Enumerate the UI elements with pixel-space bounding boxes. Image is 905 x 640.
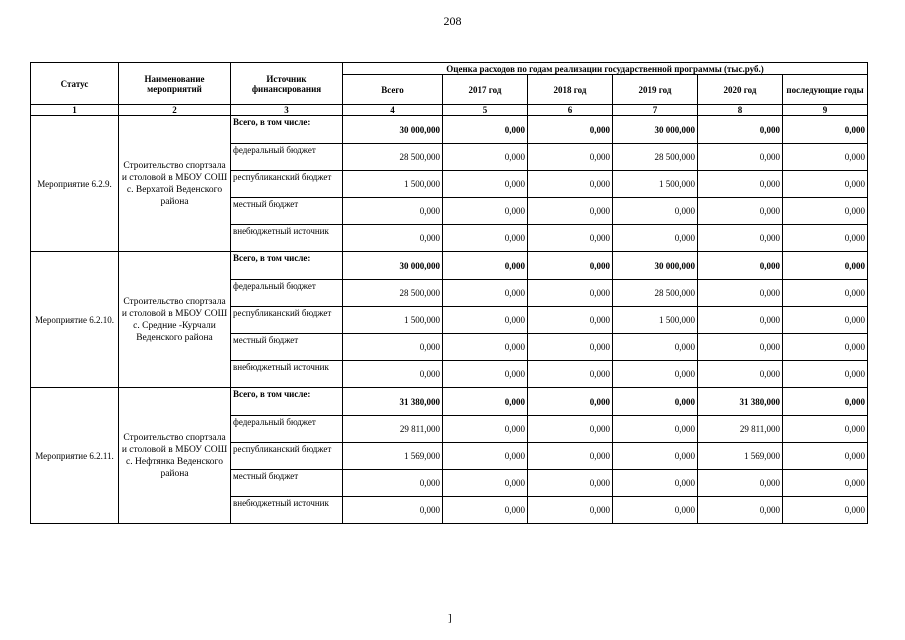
amount-cell: 31 380,000	[343, 388, 443, 416]
funding-source: республиканский бюджет	[231, 443, 343, 470]
funding-source: федеральный бюджет	[231, 416, 343, 443]
amount-cell: 0,000	[698, 307, 783, 334]
amount-cell: 0,000	[343, 470, 443, 497]
amount-cell: 1 569,000	[343, 443, 443, 470]
amount-cell: 0,000	[443, 388, 528, 416]
amount-cell: 0,000	[343, 198, 443, 225]
funding-source: внебюджетный источник	[231, 361, 343, 388]
amount-cell: 0,000	[783, 497, 868, 524]
amount-cell: 0,000	[443, 171, 528, 198]
amount-cell: 0,000	[443, 198, 528, 225]
amount-cell: 0,000	[528, 280, 613, 307]
amount-cell: 30 000,000	[343, 116, 443, 144]
amount-cell: 29 811,000	[343, 416, 443, 443]
table-row	[31, 252, 868, 280]
amount-cell: 28 500,000	[613, 280, 698, 307]
amount-cell: 0,000	[698, 334, 783, 361]
amount-cell: 0,000	[528, 144, 613, 171]
header-year-2017: 2017 год	[443, 75, 528, 105]
amount-cell: 0,000	[698, 497, 783, 524]
amount-cell: 0,000	[343, 334, 443, 361]
amount-cell: 0,000	[343, 361, 443, 388]
amount-cell: 1 500,000	[343, 171, 443, 198]
amount-cell: 0,000	[528, 252, 613, 280]
column-number: 5	[443, 105, 528, 116]
amount-cell: 28 500,000	[343, 144, 443, 171]
funding-source: Всего, в том числе:	[231, 116, 343, 144]
funding-source: внебюджетный источник	[231, 225, 343, 252]
amount-cell: 0,000	[528, 443, 613, 470]
funding-source: Всего, в том числе:	[231, 252, 343, 280]
amount-cell: 0,000	[783, 144, 868, 171]
amount-cell: 0,000	[698, 225, 783, 252]
amount-cell: 0,000	[613, 497, 698, 524]
amount-cell: 0,000	[698, 144, 783, 171]
header-status: Статус	[31, 63, 119, 105]
funding-source: местный бюджет	[231, 470, 343, 497]
amount-cell: 0,000	[698, 171, 783, 198]
amount-cell: 0,000	[528, 116, 613, 144]
amount-cell: 0,000	[783, 334, 868, 361]
amount-cell: 0,000	[783, 361, 868, 388]
amount-cell: 0,000	[528, 388, 613, 416]
amount-cell: 0,000	[613, 443, 698, 470]
amount-cell: 0,000	[343, 225, 443, 252]
amount-cell: 0,000	[613, 361, 698, 388]
amount-cell: 0,000	[783, 416, 868, 443]
amount-cell: 0,000	[528, 416, 613, 443]
amount-cell: 0,000	[783, 171, 868, 198]
amount-cell: 0,000	[613, 334, 698, 361]
amount-cell: 0,000	[443, 470, 528, 497]
amount-cell: 0,000	[443, 443, 528, 470]
header-year-2018: 2018 год	[528, 75, 613, 105]
funding-source: местный бюджет	[231, 334, 343, 361]
measure-name: Строительство спортзала и столовой в МБОУ СОШ с. Нефтянка Веденского района	[119, 388, 231, 524]
amount-cell: 0,000	[528, 225, 613, 252]
amount-cell: 0,000	[528, 334, 613, 361]
amount-cell: 0,000	[528, 361, 613, 388]
column-number: 3	[231, 105, 343, 116]
amount-cell: 1 500,000	[343, 307, 443, 334]
amount-cell: 0,000	[443, 307, 528, 334]
amount-cell: 30 000,000	[343, 252, 443, 280]
amount-cell: 0,000	[528, 307, 613, 334]
amount-cell: 0,000	[528, 171, 613, 198]
amount-cell: 0,000	[783, 252, 868, 280]
amount-cell: 0,000	[528, 470, 613, 497]
amount-cell: 0,000	[783, 198, 868, 225]
amount-cell: 0,000	[443, 225, 528, 252]
header-year-later: последующие годы	[783, 75, 868, 105]
funding-source: местный бюджет	[231, 198, 343, 225]
budget-table	[30, 62, 868, 524]
amount-cell: 0,000	[613, 225, 698, 252]
amount-cell: 0,000	[443, 416, 528, 443]
amount-cell: 0,000	[443, 252, 528, 280]
amount-cell: 0,000	[443, 361, 528, 388]
table-body	[31, 116, 868, 524]
amount-cell: 0,000	[783, 225, 868, 252]
funding-source: внебюджетный источник	[231, 497, 343, 524]
header-year-2020: 2020 год	[698, 75, 783, 105]
amount-cell: 0,000	[698, 198, 783, 225]
column-number: 1	[31, 105, 119, 116]
funding-source: Всего, в том числе:	[231, 388, 343, 416]
column-number: 6	[528, 105, 613, 116]
table-row	[31, 388, 868, 416]
measure-status: Мероприятие 6.2.11.	[31, 388, 119, 524]
amount-cell: 0,000	[443, 144, 528, 171]
amount-cell: 1 500,000	[613, 307, 698, 334]
column-number: 2	[119, 105, 231, 116]
amount-cell: 1 569,000	[698, 443, 783, 470]
measure-status: Мероприятие 6.2.10.	[31, 252, 119, 388]
amount-cell: 0,000	[613, 470, 698, 497]
amount-cell: 0,000	[698, 280, 783, 307]
funding-source: федеральный бюджет	[231, 144, 343, 171]
amount-cell: 0,000	[443, 497, 528, 524]
amount-cell: 0,000	[613, 416, 698, 443]
column-number: 4	[343, 105, 443, 116]
amount-cell: 30 000,000	[613, 116, 698, 144]
footer-mark: ]	[448, 612, 452, 624]
amount-cell: 0,000	[783, 116, 868, 144]
amount-cell: 0,000	[783, 307, 868, 334]
amount-cell: 0,000	[698, 116, 783, 144]
amount-cell: 0,000	[528, 198, 613, 225]
column-number: 9	[783, 105, 868, 116]
amount-cell: 28 500,000	[613, 144, 698, 171]
funding-source: республиканский бюджет	[231, 307, 343, 334]
amount-cell: 0,000	[528, 497, 613, 524]
amount-cell: 28 500,000	[343, 280, 443, 307]
amount-cell: 29 811,000	[698, 416, 783, 443]
amount-cell: 1 500,000	[613, 171, 698, 198]
header-name: Наименование мероприятий	[119, 63, 231, 105]
amount-cell: 0,000	[443, 116, 528, 144]
amount-cell: 0,000	[698, 470, 783, 497]
amount-cell: 0,000	[783, 443, 868, 470]
amount-cell: 0,000	[698, 252, 783, 280]
amount-cell: 0,000	[783, 280, 868, 307]
amount-cell: 0,000	[783, 470, 868, 497]
funding-source: республиканский бюджет	[231, 171, 343, 198]
amount-cell: 31 380,000	[698, 388, 783, 416]
amount-cell: 0,000	[443, 334, 528, 361]
table-row	[31, 116, 868, 144]
column-number: 8	[698, 105, 783, 116]
measure-name: Строительство спортзала и столовой в МБОУ СОШ с. Верхатой Веденского района	[119, 116, 231, 252]
amount-cell: 0,000	[783, 388, 868, 416]
amount-cell: 30 000,000	[613, 252, 698, 280]
header-estimate: Оценка расходов по годам реализации государственной программы (тыс.руб.)	[343, 63, 868, 75]
amount-cell: 0,000	[443, 280, 528, 307]
header-year-total: Всего	[343, 75, 443, 105]
header-year-2019: 2019 год	[613, 75, 698, 105]
column-number-row	[31, 105, 868, 116]
amount-cell: 0,000	[343, 497, 443, 524]
column-number: 7	[613, 105, 698, 116]
funding-source: федеральный бюджет	[231, 280, 343, 307]
amount-cell: 0,000	[698, 361, 783, 388]
measure-status: Мероприятие 6.2.9.	[31, 116, 119, 252]
amount-cell: 0,000	[613, 388, 698, 416]
page-number: 208	[443, 14, 462, 28]
amount-cell: 0,000	[613, 198, 698, 225]
measure-name: Строительство спортзала и столовой в МБОУ СОШ с. Средние -Курчали Веденского района	[119, 252, 231, 388]
header-source: Источник финансирования	[231, 63, 343, 105]
